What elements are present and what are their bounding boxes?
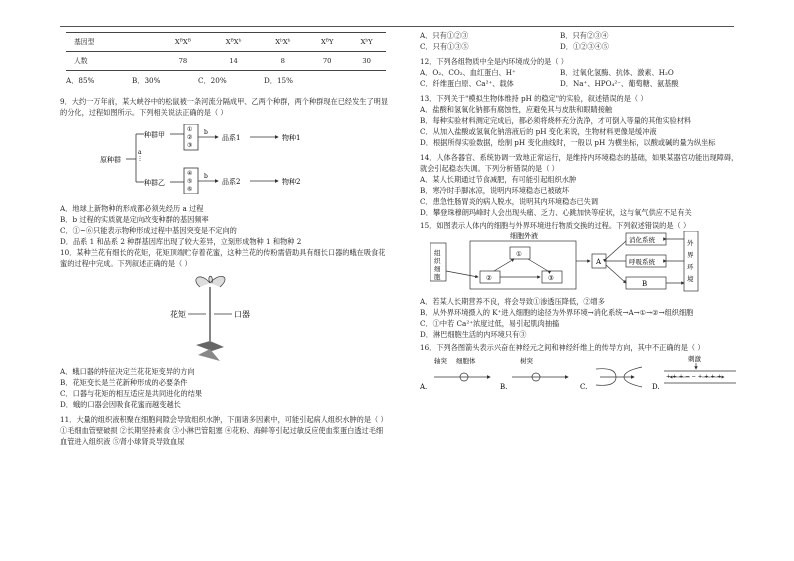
a-label: a [138, 149, 142, 156]
option[interactable]: B．寒冷时手脚冰凉，说明内环境稳态已被破坏 [420, 186, 570, 195]
q11-options-row2 [420, 41, 740, 52]
b-label-top: b [204, 129, 208, 136]
option[interactable]: A．蛾口器的特征决定兰花花矩变异的方向 [60, 367, 195, 376]
option[interactable]: B．花矩变长是兰花新种形成的必要条件 [60, 378, 188, 387]
svg-text:②: ② [187, 134, 193, 141]
svg-text:界: 界 [687, 251, 694, 259]
q13-stem: 13．下列关于"模拟生物体维持 pH 的稳定"的实验，叙述错误的是（ ） [420, 94, 648, 103]
table-header-cell: XᴮXᵇ [209, 33, 259, 52]
svg-text:环: 环 [687, 263, 694, 271]
cell-label-4: 胞 [434, 273, 441, 281]
table-header-cell: XᵇXᵇ [259, 33, 308, 52]
table-header-cell: XᴮXᴮ [157, 33, 208, 52]
axon-label: 轴突 [434, 357, 447, 365]
svg-text:外: 外 [687, 239, 694, 247]
option[interactable]: B．从外界环境摄入的 K⁺进入细胞的途径为外界环境→消化系统→A→①→②→组织细胞 [420, 308, 694, 317]
q12-options-row2 [420, 78, 740, 89]
q14-stem: 14．人体各器官、系统协调一致地正常运行，是维持内环境稳态的基础，如果某器官功能出现障碍，就会引起稳态失调。下列分析错误的是（ ） [420, 153, 739, 173]
proboscis-label: 口器 [234, 310, 250, 319]
q11-items: ①毛细血管壁破损 ②长期坚持素食 ③小淋巴管阻塞 ④花粉、海鲜等引起过敏反应使血浆蛋白透过毛细血管进入组织液 ⑤肾小球肾炎导致血尿 [60, 426, 384, 446]
stimulus-label: 刺激 [688, 355, 701, 363]
cell-label-2: 织 [434, 257, 441, 265]
cell-label-3: 细 [434, 265, 441, 273]
option: C. [580, 383, 588, 391]
option[interactable]: C．20% [198, 76, 227, 85]
q15-diagram [430, 231, 730, 293]
option[interactable]: B．30% [132, 76, 161, 85]
option: A. [420, 383, 428, 391]
q9-stem: 9．大约一万年前，某大峡谷中的松鼠被一条河流分隔成甲、乙两个种群，两个种群现在已经发生了明显的分化，过程如图所示。下列相关说法正确的是（ ） [60, 97, 389, 117]
option[interactable]: C．①中若 Ca²⁺浓度过低，易引起肌肉抽搐 [420, 319, 560, 328]
table-cell: 78 [157, 52, 208, 71]
option[interactable]: D．根据所得实验数据，绘制 pH 变化曲线时，一般以 pH 为横坐标，以酸或碱的量为纵坐标 [420, 138, 716, 147]
table-cell: 30 [347, 52, 386, 71]
option[interactable]: A．O₂、CO₂、血红蛋白、H⁺ [420, 68, 516, 77]
genotype-table [66, 32, 386, 71]
node-a: A [596, 258, 602, 266]
option[interactable]: D．①②③④⑤ [560, 42, 609, 51]
svg-text:②: ② [486, 274, 492, 282]
cell-label-1: 组 [434, 249, 441, 257]
option[interactable]: C．患急性肠胃炎的病人脱水，说明其内环境稳态已失调 [420, 197, 599, 206]
option[interactable]: D．Na⁺、HPO₄²⁻、葡萄糖、氨基酸 [560, 79, 679, 88]
svg-text:①: ① [187, 126, 193, 133]
pop-a-label: 种群甲 [144, 131, 165, 139]
digestive-system-label: 消化系统 [629, 236, 655, 244]
spur-label: 花矩 [170, 310, 186, 319]
species2-label: 物种2 [282, 178, 301, 186]
outer-fluid-label: 细胞外液 [510, 232, 538, 240]
top-rule [60, 26, 734, 27]
option[interactable]: B．每种实验材料测定完成后，都必须将烧杯充分洗净，才可倒入等量的其他实验材料 [420, 116, 692, 125]
table-header-cell: XᴮY [307, 33, 347, 52]
option[interactable]: A．盐酸和氢氧化钠都有腐蚀性，应避免其与皮肤和眼睛接触 [420, 105, 613, 114]
dendrite-label: 树突 [520, 357, 533, 365]
svg-text:⑥: ⑥ [187, 186, 193, 193]
q15-stem: 15．如图表示人体内的细胞与外界环境进行物质交换的过程。下列叙述错误的是（ ） [420, 221, 691, 230]
orchid-moth-illustration [140, 271, 340, 363]
option[interactable]: D．淋巴细胞生活的内环境只有③ [420, 330, 527, 339]
option[interactable]: D．攀登珠穆朗玛峰时人会出现头痛、乏力、心跳加快等症状，这与氧气供应不足有关 [420, 208, 692, 217]
species1-label: 物种1 [282, 134, 301, 142]
svg-text:③: ③ [187, 142, 193, 149]
left-column [60, 30, 390, 447]
option[interactable]: D．15% [264, 76, 293, 85]
respiratory-system-label: 呼吸系统 [629, 258, 655, 266]
table-cell: 14 [209, 52, 259, 71]
option[interactable]: B．过氧化氢酶、抗体、激素、H₂O [560, 68, 674, 77]
table-row [66, 52, 386, 71]
svg-text:①: ① [516, 250, 522, 258]
option[interactable]: A．85% [66, 76, 95, 85]
b-label-bottom: b [204, 173, 208, 180]
option[interactable]: C．从加入盐酸或氢氧化钠溶液后的 pH 变化来说，生物材料更像是缓冲液 [420, 127, 657, 136]
svg-text:⑤: ⑤ [187, 178, 193, 185]
table-cell: 8 [259, 52, 308, 71]
table-header-cell: XᵇY [347, 33, 386, 52]
table-cell: 70 [307, 52, 347, 71]
option[interactable]: C．纤维蛋白原、Ca²⁺、载体 [420, 79, 514, 88]
q12-stem: 12．下列各组物质中全是内环境成分的是（ ） [420, 57, 568, 66]
cell-body-label: 细胞体 [456, 357, 476, 365]
node-b: B [642, 280, 648, 288]
option[interactable]: B．b 过程的实质就是定向改变种群的基因频率 [60, 215, 209, 224]
q16-diagrams [420, 353, 740, 395]
option[interactable]: D．品系 1 和品系 2 种群基因库出现了较大差异，立刻形成物种 1 和物种 2 [60, 237, 302, 246]
option: B. [500, 383, 508, 391]
option[interactable]: C．①~⑥只能表示物种形成过程中基因突变是不定向的 [60, 226, 237, 235]
table-header-cell: 基因型 [66, 33, 157, 52]
charge-row: + + + − − + + + + [666, 374, 722, 380]
product2-label: 品系2 [222, 178, 241, 186]
option[interactable]: A．地球上新物种的形成都必须先经历 a 过程 [60, 204, 204, 213]
option[interactable]: A．某人长期通过节食减肥，有可能引起组织水肿 [420, 175, 577, 184]
svg-text:③: ③ [548, 274, 554, 282]
pop-b-label: 种群乙 [144, 179, 165, 187]
table-header-row [66, 33, 386, 52]
right-column [420, 30, 740, 398]
svg-text:境: 境 [687, 275, 694, 283]
q10-stem: 10．某种兰花有细长的花矩，花矩顶端贮存着花蜜，这种兰花的传粉需借助具有细长口器的蛾在吸食花蜜的过程中完成。下列叙述正确的是（ ） [60, 248, 386, 268]
q9-diagram [100, 124, 340, 194]
option[interactable]: C．只有①③⑤ [420, 42, 469, 51]
q12-options-row1 [420, 67, 740, 78]
q11-options-row1 [420, 30, 740, 41]
q8-options [66, 75, 390, 86]
option[interactable]: C．口器与花矩的相互适应是共同进化的结果 [60, 389, 203, 398]
origin-label: 原种群 [100, 156, 121, 164]
q16-stem: 16．下列各图箭头表示兴奋在神经元之间和神经纤维上的传导方向，其中不正确的是（ ） [420, 343, 705, 352]
product1-label: 品系1 [222, 134, 241, 142]
option[interactable]: A．只有①②③ [420, 31, 469, 40]
svg-text:④: ④ [187, 170, 193, 177]
option[interactable]: B．只有②③④ [560, 31, 609, 40]
option[interactable]: D．蛾的口器会因吸食花蜜而越变越长 [60, 400, 181, 409]
q11-stem: 11．大量的组织液积聚在细胞间隙会导致组织水肿，下面诸多因素中，可能引起病人组织水肿的是（ ） [60, 415, 388, 424]
option: D. [652, 383, 660, 391]
table-cell: 人数 [66, 52, 157, 71]
option[interactable]: A．若某人长期营养不良，将会导致①渗透压降低，②增多 [420, 297, 605, 306]
